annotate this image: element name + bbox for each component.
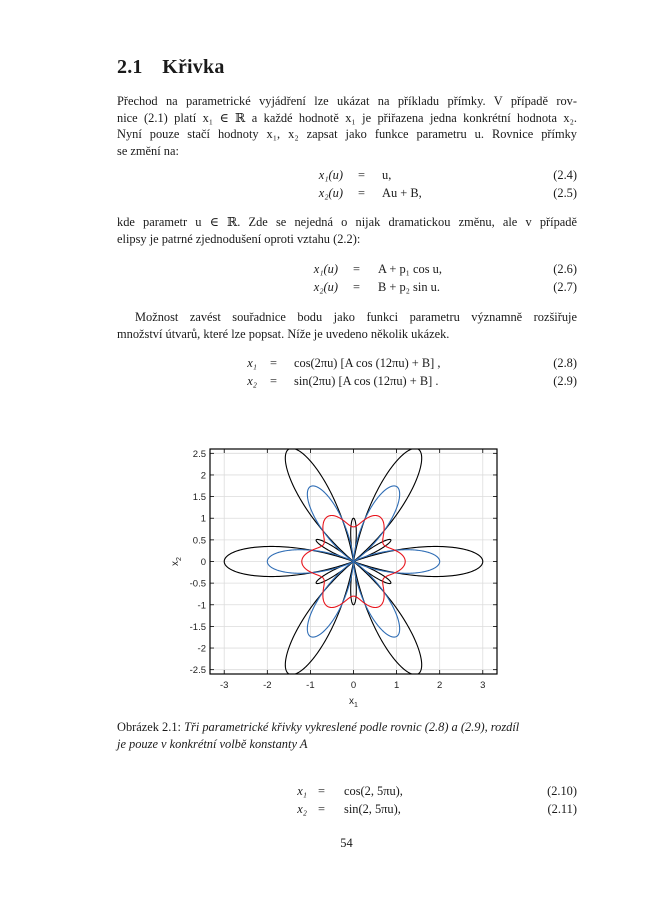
equation-number: (2.8) xyxy=(553,356,577,370)
equation-relation: = xyxy=(353,262,360,276)
equation-rhs: sin(2, 5πu), xyxy=(344,802,401,816)
equation-rhs: u, xyxy=(382,168,392,182)
x-tick-label: -3 xyxy=(219,680,229,691)
y-axis-label: $x_2$ xyxy=(170,557,183,566)
paragraph-parameter xyxy=(117,214,577,247)
x-tick-label: 1 xyxy=(393,680,400,691)
x-tick-label: -2 xyxy=(263,680,272,691)
equation-relation: = xyxy=(318,802,325,816)
text-line: Nyní pouze stačí hodnoty x₁, x₂ zapsat jako funkce parametru u. Rovnice přímky xyxy=(117,127,577,142)
equation-number: (2.11) xyxy=(547,802,577,816)
section-heading xyxy=(117,56,225,79)
equation-relation: = xyxy=(318,784,325,798)
equation-lhs: x₂(u) xyxy=(318,186,343,200)
equation-2-6 xyxy=(117,262,577,280)
equation-relation: = xyxy=(358,168,365,182)
text-line: nice (2.1) platí x₁ ∈ ℝ a každé hodnotě x₁ je přiřazena jedna konkrétní hodnota x₂. xyxy=(117,110,577,125)
y-tick-label: 0 xyxy=(200,557,206,568)
equation-relation: = xyxy=(270,374,277,388)
paragraph-examples xyxy=(117,309,577,342)
plot-canvas xyxy=(160,440,510,710)
equation-lhs: x₁ xyxy=(297,784,307,798)
equation-number: (2.7) xyxy=(553,280,577,294)
equation-2-8 xyxy=(117,356,577,374)
text-line: množství útvarů, které lze popsat. Níže je uvedeno několik ukázek. xyxy=(117,326,450,341)
y-tick-label: -1 xyxy=(197,600,206,612)
equation-rhs: cos(2πu) [A cos (12πu) + B] , xyxy=(294,356,441,370)
paragraph-intro xyxy=(117,93,577,159)
equation-rhs: sin(2πu) [A cos (12πu) + B] . xyxy=(294,374,439,388)
y-tick-label: 1 xyxy=(200,513,206,525)
y-tick-label: -2 xyxy=(197,643,206,655)
equation-rhs: Au + B, xyxy=(382,186,422,200)
equation-relation: = xyxy=(270,356,277,370)
section-title: Křivka xyxy=(162,56,225,78)
x-tick-label: 3 xyxy=(480,680,486,691)
equation-rhs: A + p₁ cos u, xyxy=(378,262,442,276)
text-line: kde parametr u ∈ ℝ. Zde se nejedná o nijak dramatickou změnu, ale v případě xyxy=(117,215,577,229)
y-tick-label: 2.5 xyxy=(192,448,206,460)
y-tick-label: 2 xyxy=(200,470,206,482)
text-line: elipsy je patrné zjednodušení oproti vztahu (2.2): xyxy=(117,231,361,246)
x-tick-label: 2 xyxy=(437,680,443,691)
equation-number: (2.10) xyxy=(547,784,577,798)
equation-relation: = xyxy=(358,186,365,200)
equation-2-4 xyxy=(117,168,577,186)
text-line: se změní na: xyxy=(117,143,179,158)
equation-rhs: cos(2, 5πu), xyxy=(344,784,403,798)
x-tick-label: 0 xyxy=(350,680,357,691)
equation-number: (2.5) xyxy=(553,186,577,200)
equation-2-11 xyxy=(117,802,577,820)
text-line: Možnost zavést souřadnice bodu jako funkci parametru významně rozšiřuje xyxy=(135,310,577,324)
equation-lhs: x₁(u) xyxy=(313,262,338,276)
figure-parametric-curves xyxy=(160,440,510,710)
y-tick-label: 0.5 xyxy=(192,535,206,547)
equation-2-7 xyxy=(117,280,577,298)
equation-lhs: x₂ xyxy=(297,802,307,816)
text-line: Přechod na parametrické vyjádření lze ukázat na příkladu přímky. V případě rov- xyxy=(117,94,577,108)
caption-text: je pouze v konkrétní volbě konstanty A xyxy=(117,736,308,751)
equation-2-5 xyxy=(117,186,577,204)
equation-lhs: x₁(u) xyxy=(318,168,343,182)
x-tick-label: -1 xyxy=(306,680,315,691)
equation-lhs: x₂(u) xyxy=(313,280,338,294)
equation-2-9 xyxy=(117,374,577,392)
section-number: 2.1 xyxy=(117,56,143,78)
equation-relation: = xyxy=(353,280,360,294)
equation-2-10 xyxy=(117,784,577,802)
equation-lhs: x₁ xyxy=(247,356,257,370)
equation-number: (2.9) xyxy=(553,374,577,388)
equation-rhs: B + p₂ sin u. xyxy=(378,280,440,294)
caption-label: Obrázek 2.1: xyxy=(117,720,181,734)
y-tick-label: 1.5 xyxy=(192,492,206,504)
page-number: 54 xyxy=(340,836,353,850)
equation-number: (2.6) xyxy=(553,262,577,276)
caption-text: Tři parametrické křivky vykreslené podle rovnic (2.8) a (2.9), rozdíl xyxy=(184,720,520,734)
y-tick-label: -1.5 xyxy=(189,621,206,633)
equation-lhs: x₂ xyxy=(247,374,257,388)
y-tick-label: -2.5 xyxy=(189,665,206,677)
equation-number: (2.4) xyxy=(553,168,577,182)
y-tick-label: -0.5 xyxy=(189,578,206,590)
figure-caption xyxy=(117,719,577,752)
x-axis-label: $x_1$ xyxy=(349,696,358,709)
